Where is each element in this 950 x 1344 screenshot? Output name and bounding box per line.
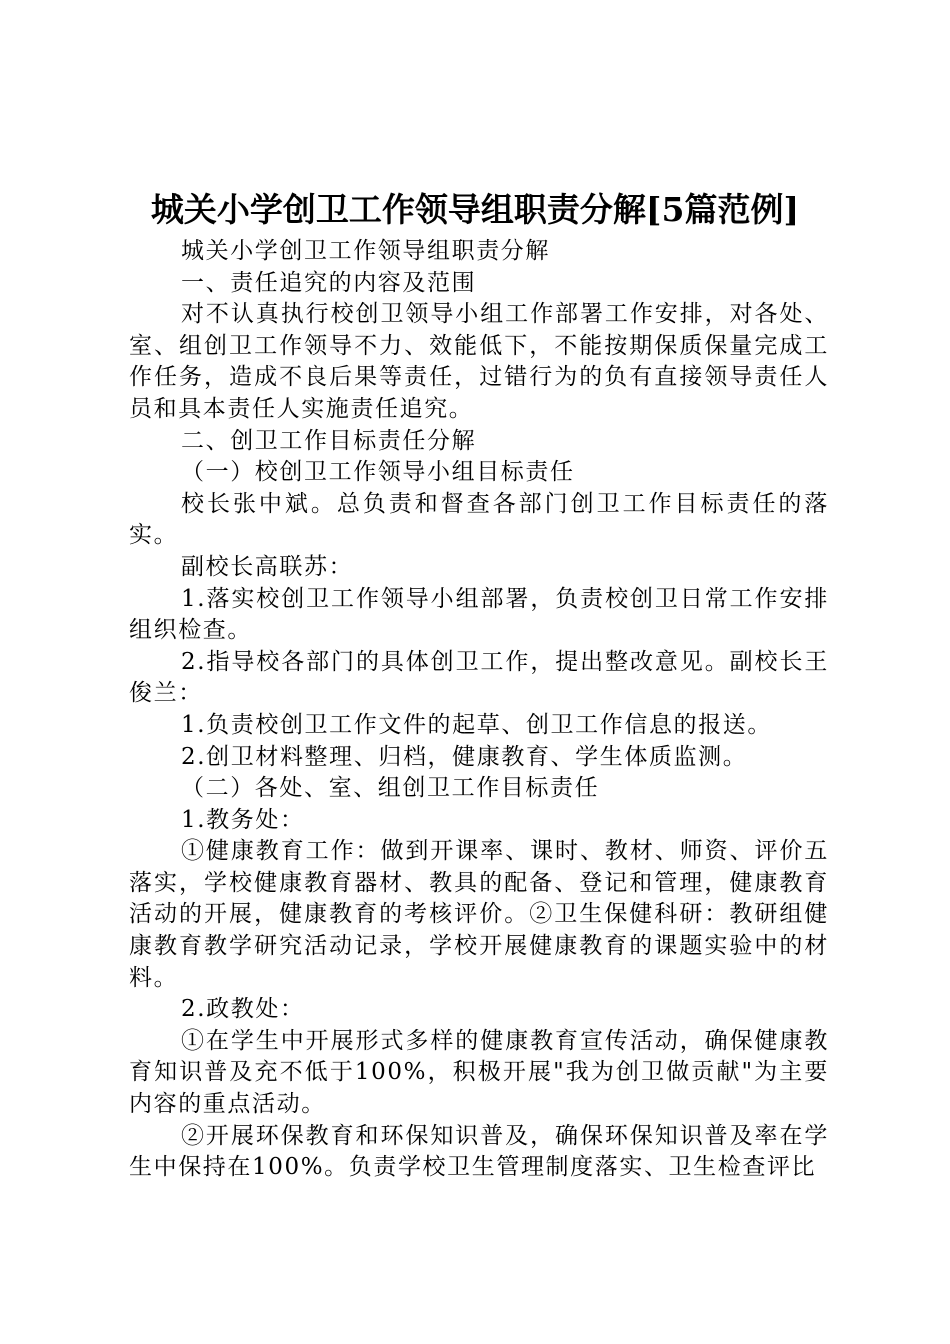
document-title: 城关小学创卫工作领导组职责分解[5篇范例] xyxy=(150,190,800,229)
paragraph-subsection-1-heading: （一）校创卫工作领导小组目标责任 xyxy=(181,459,575,486)
paragraph-moral-education-office: 2.政教处： xyxy=(181,996,305,1023)
paragraph-academic-office-duties: ①健康教育工作：做到开课率、课时、教材、师资、评价五落实，学校健康教育器材、教具的配备、登记和管理，健康教育活动的开展，健康教育的考核评价。②卫生保健科研：教研组健康教育教学研究活动记录，学校开展健康教育的课题实验中的材料。 xyxy=(129,838,829,991)
paragraph-academic-office: 1.教务处： xyxy=(181,806,305,833)
paragraph-section-1-heading: 一、责任追究的内容及范围 xyxy=(181,269,477,296)
paragraph-moral-education-duty-2: ②开展环保教育和环保知识普及，确保环保知识普及率在学生中保持在100%。负责学校卫生管理制度落实、卫生检查评比 xyxy=(129,1122,829,1181)
paragraph-gao-item-1: 1.落实校创卫工作领导小组部署，负责校创卫日常工作安排组织检查。 xyxy=(129,585,829,644)
paragraph-gao-item-2: 2.指导校各部门的具体创卫工作，提出整改意见。副校长王俊兰： xyxy=(129,648,829,707)
paragraph-section-2-heading: 二、创卫工作目标责任分解 xyxy=(181,427,477,454)
paragraph-moral-education-duty-1: ①在学生中开展形式多样的健康教育宣传活动，确保健康教育知识普及充不低于100%，积极开展"我为创卫做贡献"为主要内容的重点活动。 xyxy=(129,1027,829,1118)
paragraph-wang-item-1: 1.负责校创卫工作文件的起草、创卫工作信息的报送。 xyxy=(181,711,772,738)
paragraph-principal: 校长张中斌。总负责和督查各部门创卫工作目标责任的落实。 xyxy=(129,490,829,549)
paragraph-wang-item-2: 2.创卫材料整理、归档，健康教育、学生体质监测。 xyxy=(181,743,748,770)
paragraph-subtitle: 城关小学创卫工作领导组职责分解 xyxy=(181,238,550,264)
paragraph-accountability: 对不认真执行校创卫领导小组工作部署工作安排，对各处、室、组创卫工作领导不力、效能低下，不能按期保质保量完成工作任务，造成不良后果等责任，过错行为的负有直接领导责任人员和具本责任人实施责任追究。 xyxy=(129,301,829,422)
document-body xyxy=(129,236,829,1184)
paragraph-vice-principal-gao: 副校长高联苏： xyxy=(181,553,354,580)
paragraph-subsection-2-heading: （二）各处、室、组创卫工作目标责任 xyxy=(181,775,600,802)
